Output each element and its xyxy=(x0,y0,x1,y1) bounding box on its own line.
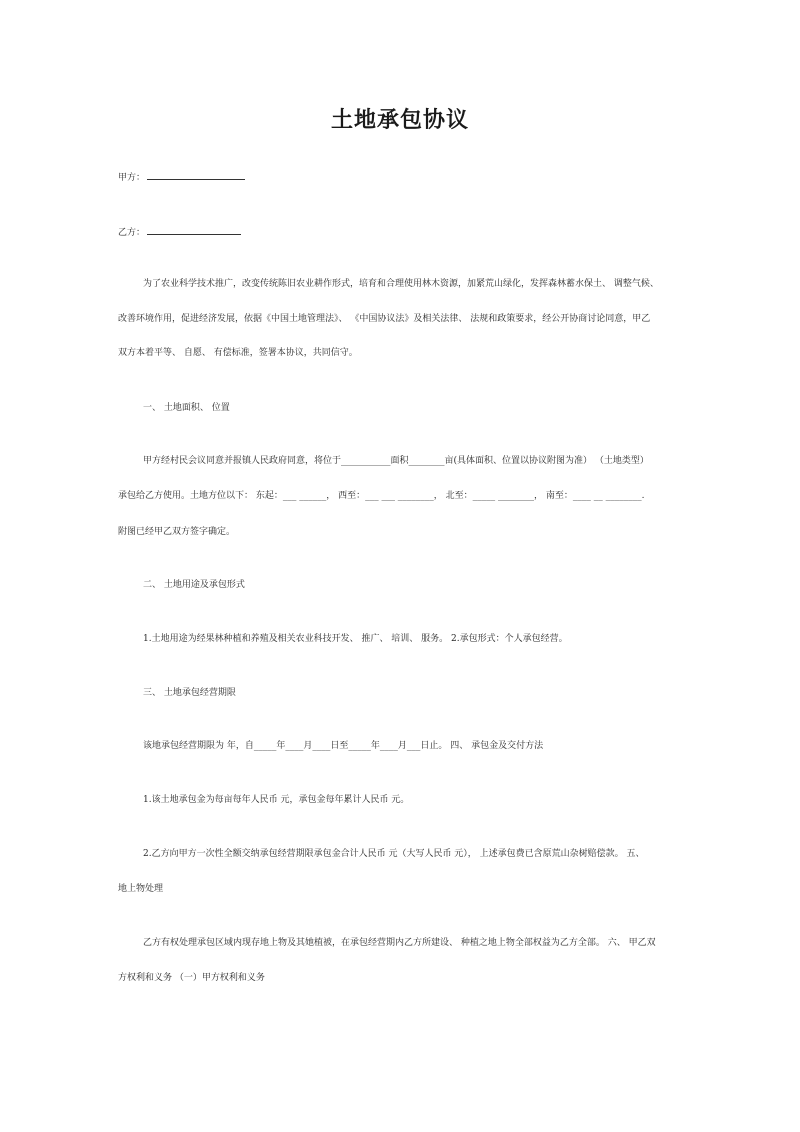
paragraph-line: 该地承包经营期限为 年，自_____年____月____日至_____年____月___日止。 四、 承包金及交付方法 xyxy=(143,741,544,751)
paragraph-line: 1.该土地承包金为每亩每年人民币 元，承包金每年累计人民币 元。 xyxy=(143,795,410,805)
party-b-line xyxy=(118,225,241,239)
paragraph-line: 为了农业科学技术推广，改变传统陈旧农业耕作形式，培育和合理使用林木资源，加紧荒山绿化，发挥森林蓄水保土、 调整气候、 xyxy=(143,279,659,289)
party-b-blank xyxy=(147,225,241,235)
paragraph-line: 附图已经甲乙双方签字确定。 xyxy=(118,527,236,537)
paragraph-line: 双方本着平等、 自愿、 有偿标准，签署本协议，共同信守。 xyxy=(118,348,358,358)
party-b-label: 乙方： xyxy=(118,228,146,238)
party-a-line xyxy=(118,170,245,184)
section-heading: 二、 土地用途及承包形式 xyxy=(143,580,245,590)
paragraph-line: 乙方有权处理承包区域内现存地上物及其她植被，在承包经营期内乙方所建设、 种植之地上物全部权益为乙方全部。 六、 甲乙双 xyxy=(143,938,656,948)
party-a-label: 甲方： xyxy=(118,173,146,183)
paragraph-line: 改善环境作用，促进经济发展，依据《中国土地管理法》、 《中国协议法》及相关法律、 法规和政策要求，经公开协商讨论同意，甲乙 xyxy=(118,314,651,324)
paragraph-line: 甲方经村民会议同意并报镇人民政府同意，将位于___________面积________亩(具体面积、位置以协议附图为准） （土地类型） xyxy=(143,456,649,466)
paragraph-line: 2.乙方向甲方一次性全额交纳承包经营期限承包金合计人民币 元（大写人民币 元）， 上述承包费已含原荒山杂树赔偿款。 五、 xyxy=(143,849,645,859)
paragraph-line: 方权利和义务 （一）甲方权利和义务 xyxy=(118,973,265,983)
party-a-blank xyxy=(147,170,245,180)
section-heading: 三、 土地承包经营期限 xyxy=(143,688,236,698)
paragraph-line: 1.土地用途为经果林种植和养殖及相关农业科技开发、 推广、 培训、 服务。 2.承包形式：个人承包经营。 xyxy=(143,634,568,644)
paragraph-line: 地上物处理 xyxy=(118,884,164,894)
paragraph-line: 承包给乙方使用。土地方位以下： 东起：___ ______， 西至：___ ___ ________， 北至：_____ ________， 南至：____ __ ________. xyxy=(118,491,645,501)
section-heading: 一、 土地面积、 位置 xyxy=(143,403,230,413)
document-title: 土地承包协议 xyxy=(330,107,469,133)
